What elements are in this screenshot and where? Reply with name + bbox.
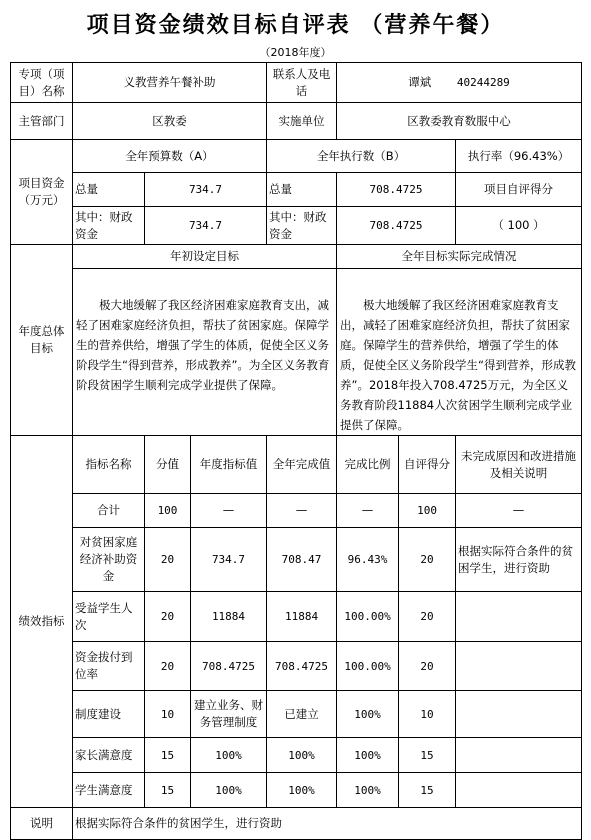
perf-cell: 20 [399, 642, 456, 691]
perf-cell [456, 642, 582, 691]
perf-cell: 资金拔付到位率 [73, 642, 145, 691]
perf-cell: 20 [399, 528, 456, 592]
perf-cell: 100.00% [337, 642, 399, 691]
perf-cell: — [456, 494, 582, 528]
perf-header-score: 分值 [145, 436, 191, 494]
perf-cell: 100% [337, 738, 399, 773]
perf-cell: 100% [267, 773, 337, 808]
exec-header: 全年执行数（B） [267, 140, 456, 173]
table-row [11, 773, 582, 808]
perf-cell: 708.4725 [191, 642, 267, 691]
note-text: 根据实际符合条件的贫困学生，进行资助 [73, 808, 582, 840]
perf-cell: 100% [267, 738, 337, 773]
perf-cell: 15 [145, 738, 191, 773]
contact-name: 谭斌 [408, 75, 432, 89]
dept-label: 主管部门 [11, 103, 73, 140]
perf-cell: 建立业务、财务管理制度 [191, 691, 267, 738]
perf-header-actual: 全年完成值 [267, 436, 337, 494]
exec-fiscal-label: 其中：财政资金 [267, 207, 337, 245]
perf-label: 绩效指标 [11, 436, 73, 808]
perf-cell: 100% [191, 738, 267, 773]
perf-cell: 11884 [191, 592, 267, 642]
perf-cell: 家长满意度 [73, 738, 145, 773]
perf-cell: 100.00% [337, 592, 399, 642]
perf-header-self-score: 自评得分 [399, 436, 456, 494]
perf-cell: 20 [399, 592, 456, 642]
perf-cell: — [337, 494, 399, 528]
perf-cell: 96.43% [337, 528, 399, 592]
perf-cell [456, 691, 582, 738]
actual-goal-header: 全年目标实际完成情况 [337, 245, 582, 269]
perf-cell [456, 773, 582, 808]
table-row [11, 592, 582, 642]
perf-cell: 708.47 [267, 528, 337, 592]
budget-total-label: 总量 [73, 173, 145, 207]
perf-cell: 合计 [73, 494, 145, 528]
perf-cell: 制度建设 [73, 691, 145, 738]
actual-goal-text: 极大地缓解了我区经济困难家庭教育支出，减轻了困难家庭经济负担，帮扶了贫困家庭。保障学生的营养供给，增强了学生的体质，促使全区义务阶段学生“得到营养，形成教养”。2018年投入708.4725万元，为全区义务教育阶段11884人次贫困学生顺利完成学业提供了保障。 [337, 269, 582, 436]
budget-header: 全年预算数（A） [73, 140, 267, 173]
perf-header-target: 年度指标值 [191, 436, 267, 494]
contact-cell [337, 63, 582, 103]
budget-total: 734.7 [145, 173, 267, 207]
perf-cell: 20 [145, 642, 191, 691]
funds-label: 项目资金（万元） [11, 140, 73, 245]
perf-header-ratio: 完成比例 [337, 436, 399, 494]
contact-label: 联系人及电话 [267, 63, 337, 103]
contact-phone: 40244289 [456, 76, 510, 89]
exec-rate-header: 执行率（96.43%） [456, 140, 582, 173]
score-label: 项目自评得分 [456, 173, 582, 207]
perf-cell: 15 [145, 773, 191, 808]
perf-cell: 100% [337, 773, 399, 808]
perf-cell: 15 [399, 738, 456, 773]
evaluation-table [10, 62, 582, 840]
score-value: （ 100 ） [456, 207, 582, 245]
perf-cell: 已建立 [267, 691, 337, 738]
perf-cell: 受益学生人次 [73, 592, 145, 642]
perf-cell: 学生满意度 [73, 773, 145, 808]
perf-cell: 100 [399, 494, 456, 528]
project-name-label: 专项（项目）名称 [11, 63, 73, 103]
perf-cell: 20 [145, 592, 191, 642]
perf-cell: 100% [337, 691, 399, 738]
perf-header-name: 指标名称 [73, 436, 145, 494]
exec-fiscal: 708.4725 [337, 207, 456, 245]
perf-cell: 15 [399, 773, 456, 808]
perf-cell: 708.4725 [267, 642, 337, 691]
budget-fiscal-label: 其中：财政资金 [73, 207, 145, 245]
table-row [11, 528, 582, 592]
dept-value: 区教委 [73, 103, 267, 140]
perf-header-notes: 未完成原因和改进措施 及相关说明 [456, 436, 582, 494]
budget-fiscal: 734.7 [145, 207, 267, 245]
perf-cell: 20 [145, 528, 191, 592]
year-label: （2018年度） [259, 46, 332, 59]
perf-cell [456, 592, 582, 642]
perf-cell: 10 [145, 691, 191, 738]
perf-cell: — [267, 494, 337, 528]
perf-cell: 根据实际符合条件的贫困学生，进行资助 [456, 528, 582, 592]
unit-value: 区教委教育数服中心 [337, 103, 582, 140]
goals-label: 年度总体目标 [11, 245, 73, 436]
perf-cell: 对贫困家庭经济补助资金 [73, 528, 145, 592]
table-row [11, 691, 582, 738]
initial-goal-header: 年初设定目标 [73, 245, 337, 269]
note-label: 说明 [11, 808, 73, 840]
perf-cell: 10 [399, 691, 456, 738]
perf-cell [456, 738, 582, 773]
table-row [11, 738, 582, 773]
table-row [11, 642, 582, 691]
perf-cell: 734.7 [191, 528, 267, 592]
table-row [11, 494, 582, 528]
perf-cell: 100% [191, 773, 267, 808]
initial-goal-text: 极大地缓解了我区经济困难家庭教育支出，减轻了困难家庭经济负担，帮扶了贫困家庭。保障学生的营养供给，增强了学生的体质，促使全区义务阶段学生“得到营养，形成教养”。为全区义务教育阶段贫困学生顺利完成学业提供了保障。 [73, 269, 337, 436]
exec-total-label: 总量 [267, 173, 337, 207]
page-title: 项目资金绩效目标自评表 （营养午餐） [86, 12, 505, 38]
perf-cell: 11884 [267, 592, 337, 642]
perf-cell: 100 [145, 494, 191, 528]
unit-label: 实施单位 [267, 103, 337, 140]
perf-cell: — [191, 494, 267, 528]
exec-total: 708.4725 [337, 173, 456, 207]
project-name: 义教营养午餐补助 [73, 63, 267, 103]
